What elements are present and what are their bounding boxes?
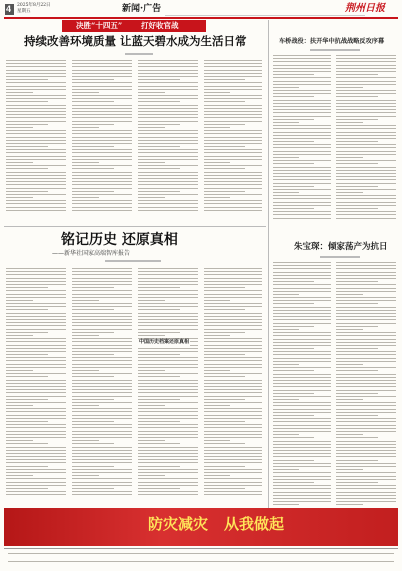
- feature-column: [6, 268, 66, 510]
- kicker-left: 决胜“十四五”: [76, 21, 123, 30]
- article-column: [138, 60, 198, 220]
- feature-title: 铭记历史 还原真相: [61, 232, 178, 248]
- feature-column: [72, 268, 132, 510]
- ad-slogan-2: 从我做起: [224, 515, 285, 533]
- right-article-body: [336, 262, 396, 507]
- article-column: [72, 60, 132, 220]
- footer-line: [8, 553, 394, 556]
- right-article-body: [273, 262, 331, 507]
- newspaper-logo: 荆州日报: [345, 3, 385, 14]
- date-line: 2025年8月22日: [17, 3, 51, 8]
- right-headline-1: 车桥战役：扶开华中抗战战略反攻序幕: [279, 38, 385, 45]
- masthead-rule: [4, 17, 398, 19]
- feature-rule: [4, 226, 266, 227]
- kicker-right: 打好收官战: [141, 21, 179, 30]
- right-headline-2: 朱宝琛：倾家荡产为抗日: [294, 242, 388, 252]
- right-article-body: [273, 55, 331, 225]
- page-number: 4: [6, 4, 12, 14]
- footer-rule: [4, 548, 398, 549]
- article-column: [204, 60, 262, 220]
- section-title: 新闻·广告: [122, 4, 162, 14]
- column-rule: [268, 20, 269, 510]
- weekday: 星期五: [17, 9, 31, 14]
- article-column: [6, 60, 66, 220]
- ad-slogan-1: 防灾减灾: [148, 515, 209, 533]
- feature-subtitle: ——新华社国家高端智库报告: [52, 250, 131, 257]
- feature-subsection: 中国历史档案还原真相: [139, 339, 190, 345]
- feature-column: [204, 268, 262, 510]
- footer-line: [8, 561, 394, 564]
- feature-column: [138, 268, 198, 510]
- main-headline: 持续改善环境质量 让蓝天碧水成为生活日常: [24, 34, 247, 48]
- right-article-body: [336, 55, 396, 225]
